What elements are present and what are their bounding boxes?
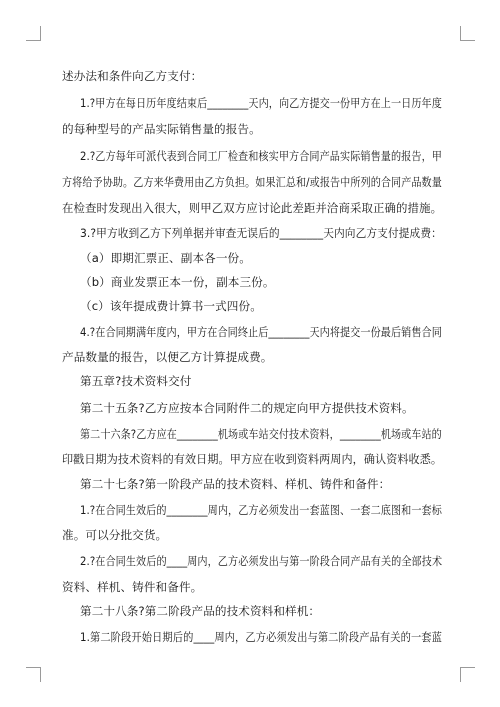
text-line: 准。可以分批交货。	[62, 528, 168, 542]
text-line: 1.?在合同生效后的________周内，乙方必须发出一套蓝图、一套二底图和一套标	[80, 503, 442, 517]
text-line: 第二十五条?乙方应按本合同附件二的规定向甲方提供技术资料。	[80, 401, 414, 415]
text-line: 2.?在合同生效后的____周内，乙方必须发出与第一阶段合同产品有关的全部技术	[80, 554, 443, 568]
text-line: 第二十六条?乙方应在________机场或车站交付技术资料，________机场或车站的	[80, 427, 442, 441]
section-heading: 第五章?技术资料交付	[80, 374, 192, 388]
text-line: （c）该年提成费计算书一式四份。	[80, 299, 262, 313]
text-line: 印戳日期为技术资料的有效日期。甲方应在收到资料两周内，确认资料收悉。	[62, 452, 443, 466]
crop-mark-top-left	[26, 26, 41, 41]
text-line: 1.?甲方在每日历年度结束后________天内，向乙方提交一份甲方在上一日历年度	[80, 96, 442, 110]
text-line: 2.?乙方每年可派代表到合同工厂检查和核实甲方合同产品实际销售量的报告，甲	[80, 149, 442, 163]
text-line: 的每种型号的产品实际销售量的报告。	[62, 122, 261, 136]
text-line: 资料、样机、铸件和备件。	[62, 580, 203, 594]
text-line: 方将给予协助。乙方来华费用由乙方负担。如果汇总和/或报告中所列的合同产品数量	[62, 175, 442, 189]
text-line: 第二十七条?第一阶段产品的技术资料、样机、铸件和备件：	[80, 477, 391, 491]
crop-mark-bottom-right	[460, 667, 475, 682]
text-line: 第二十八条?第二阶段产品的技术资料和样机：	[80, 604, 321, 618]
text-line: 1.第二阶段开始日期后的____周内，乙方必须发出与第二阶段产品有关的一套蓝	[80, 630, 443, 644]
text-line: 述办法和条件向乙方支付：	[62, 69, 203, 83]
crop-mark-top-right	[460, 26, 475, 41]
text-line: 在检查时发现出入很大，则甲乙双方应讨论此差距并洽商采取正确的措施。	[62, 201, 443, 215]
text-line: （b）商业发票正本一份，副本三份。	[80, 275, 275, 289]
crop-mark-bottom-left	[26, 667, 41, 682]
text-line: 产品数量的报告，以便乙方计算提成费。	[62, 350, 273, 364]
text-line: 4.?在合同期满年度内，甲方在合同终止后________天内将提交一份最后销售合同	[80, 325, 442, 339]
text-line: 3.?甲方收到乙方下列单据并审查无误后的________天内向乙方支付提成费：	[80, 226, 442, 240]
text-line: （a）即期汇票正、副本各一份。	[80, 251, 251, 265]
